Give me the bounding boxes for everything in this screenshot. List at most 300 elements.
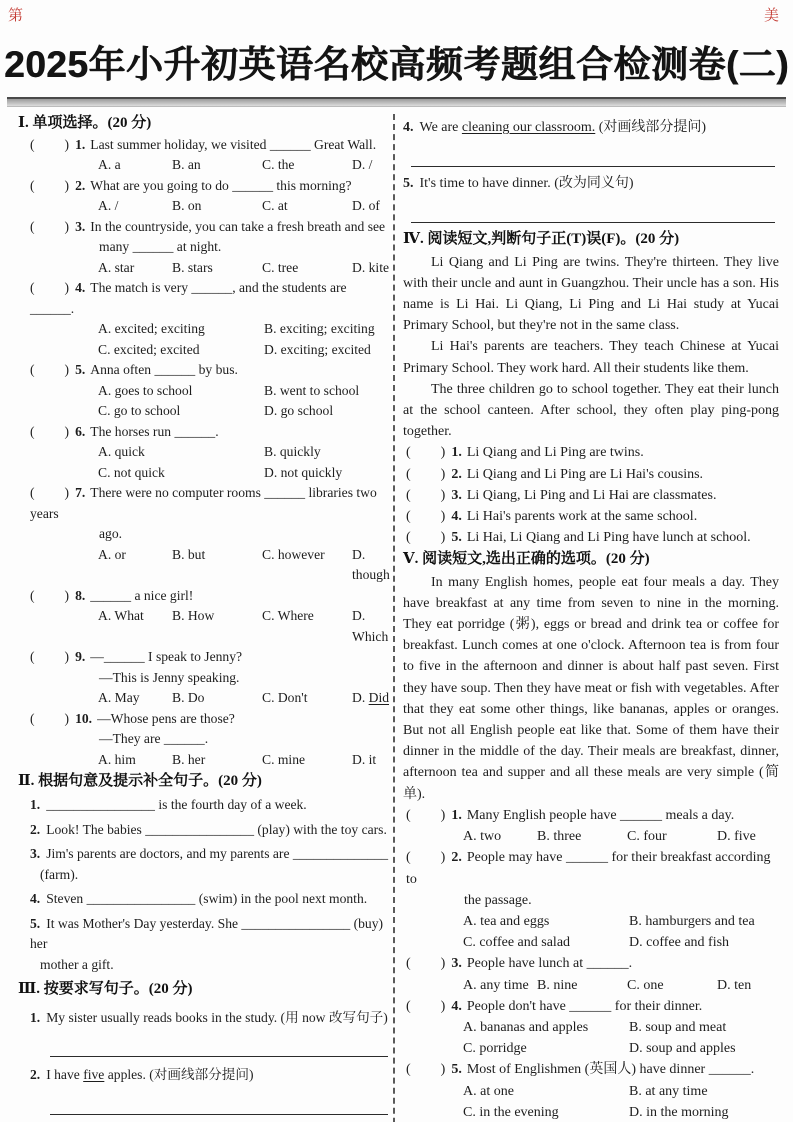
question <box>18 795 390 816</box>
text-run: B. but <box>172 546 206 562</box>
options-row <box>30 545 390 586</box>
text-run: A. goes to school <box>98 382 193 398</box>
bracket-close: ) <box>64 649 70 664</box>
left-column <box>18 112 390 1122</box>
text-run: C. not quick <box>98 464 165 480</box>
option <box>463 975 537 996</box>
title-rule <box>7 97 786 107</box>
option <box>172 258 262 279</box>
question <box>18 914 390 976</box>
text-run: A. two <box>463 829 502 845</box>
bracket-close: ) <box>440 509 446 525</box>
question-stem <box>46 1067 253 1082</box>
passage-paragraph <box>403 336 779 378</box>
text-run: Li Hai's parents are teachers. They teach Chinese at Yucai Primary School. They work hard. All their students like them. <box>403 339 779 376</box>
text-run: —______ I speak to Jenny? <box>90 649 243 664</box>
section-heading <box>403 549 779 570</box>
bracket-close: ) <box>440 956 446 972</box>
bracket-close: ) <box>64 280 70 295</box>
underlined-text: cleaning our classroom. <box>461 120 596 135</box>
question-line <box>30 709 390 730</box>
option <box>352 606 390 647</box>
bracket-close: ) <box>64 136 70 152</box>
question-line <box>406 996 779 1017</box>
question-number: 6. <box>75 423 86 439</box>
bracket-open: ( <box>30 280 35 295</box>
question <box>18 217 390 279</box>
underlined-text: Did <box>368 690 390 705</box>
question-line <box>403 117 779 138</box>
question <box>18 586 390 648</box>
question-number: 5. <box>30 915 41 931</box>
option <box>627 975 717 996</box>
corner-mark-left: 第 <box>8 8 24 24</box>
question-stem <box>90 649 242 664</box>
text-run: B. quickly <box>264 444 321 459</box>
question-number: 1. <box>451 807 462 823</box>
question-line <box>406 953 779 974</box>
text-run: A. a <box>98 157 121 172</box>
question <box>403 996 779 1060</box>
question-line <box>30 237 390 258</box>
text-run: Li Qiang, Li Ping and Li Hai are classmates. <box>466 487 717 503</box>
text-run: B. hamburgers and tea <box>629 913 755 929</box>
bracket-close: ) <box>440 807 446 823</box>
option <box>264 340 390 361</box>
option <box>98 545 172 586</box>
question-line <box>406 485 779 506</box>
option <box>463 911 629 932</box>
option <box>537 975 627 996</box>
option <box>262 545 352 586</box>
text-run: Ⅴ. 阅读短文,选出正确的选项。(20 分) <box>403 551 650 568</box>
corner-mark-right: 美 <box>763 8 779 24</box>
question-number: 4. <box>403 120 414 135</box>
option <box>172 196 262 217</box>
text-run: A. at one <box>463 1083 514 1099</box>
text-run: People may have ______ for their breakfast according to <box>406 850 771 887</box>
option <box>537 826 627 847</box>
text-run: C. the <box>262 157 295 172</box>
bracket-open: ( <box>30 362 35 377</box>
text-run: Li Hai, Li Qiang and Li Ping have lunch at school. <box>466 530 751 546</box>
option <box>352 258 390 279</box>
question-line <box>30 586 390 607</box>
option <box>352 545 390 586</box>
section-heading <box>403 229 779 250</box>
question-line <box>30 889 390 910</box>
bracket-open: ( <box>30 649 35 664</box>
question-number: 5. <box>451 1062 462 1078</box>
options-row <box>406 1017 779 1059</box>
text-run: Li Qiang and Li Ping are twins. They're thirteen. They live with their uncle and aunt in Guangzhou. Their uncle has a son. His name is Li Hai. Li Qiang, Li Ping and Li Hai study at Yucai Primary School, but they're not in the same class. <box>403 254 779 334</box>
text-run: D. though <box>352 546 390 582</box>
question <box>18 483 390 586</box>
question <box>18 647 390 709</box>
question-number: 1. <box>30 1009 41 1025</box>
question-line <box>30 176 390 197</box>
option <box>98 258 172 279</box>
question-line <box>30 483 390 524</box>
section-heading <box>18 771 390 792</box>
options-row <box>30 381 390 422</box>
option <box>172 688 262 709</box>
text-run: B. Do <box>172 690 205 705</box>
question-line <box>30 647 390 668</box>
text-run: ________________ is the fourth day of a week. <box>46 797 307 812</box>
question-stem <box>46 1010 388 1025</box>
option <box>629 932 779 953</box>
question-line <box>30 360 390 381</box>
text-run: D. five <box>717 829 756 845</box>
question <box>18 820 390 841</box>
text-run: What are you going to do ______ this morning? <box>90 177 352 193</box>
question-line <box>30 524 390 545</box>
page-title: 2025年小升初英语名校高频考题组合检测卷(二) <box>4 44 789 85</box>
text-run: D. in the morning <box>629 1104 729 1120</box>
question <box>18 1008 390 1058</box>
question <box>18 889 390 910</box>
text-run: C. however <box>262 546 325 562</box>
question-line <box>406 442 779 463</box>
question-number: 1. <box>451 445 462 461</box>
content-columns <box>0 107 793 1122</box>
bracket-open: ( <box>406 1062 411 1078</box>
text-run: B. at any time <box>629 1083 708 1099</box>
question <box>403 464 779 485</box>
answer-line <box>411 164 775 167</box>
bracket-open: ( <box>406 445 411 461</box>
question-number: 1. <box>30 797 41 812</box>
text-run: Anna often ______ by bus. <box>90 362 238 377</box>
question <box>18 176 390 217</box>
text-run: Jim's parents are doctors, and my parents are ______________ <box>46 846 389 861</box>
text-run: B. stars <box>172 259 213 275</box>
option <box>98 319 264 340</box>
bracket-open: ( <box>406 466 411 482</box>
question-line <box>30 1065 390 1086</box>
question <box>403 506 779 527</box>
question-stem <box>90 424 218 439</box>
text-run: apples. (对画线部分提问) <box>104 1067 254 1082</box>
text-run: D. coffee and fish <box>629 935 730 951</box>
option <box>629 911 779 932</box>
option <box>172 606 262 647</box>
question-line <box>30 1008 390 1029</box>
text-run: Last summer holiday, we visited ______ Great Wall. <box>90 136 377 152</box>
question-number: 4. <box>30 891 41 906</box>
option <box>262 258 352 279</box>
options-row <box>30 750 390 771</box>
text-run: D. kite <box>352 259 389 275</box>
bracket-close: ) <box>64 485 70 500</box>
text-run: A. bananas and apples <box>463 1019 589 1035</box>
question <box>18 844 390 885</box>
text-run: C. porridge <box>463 1041 527 1057</box>
bracket-open: ( <box>30 485 35 500</box>
text-run: The match is very ______, and the students are ______. <box>30 280 347 316</box>
text-run: D. soup and apples <box>629 1041 736 1057</box>
option <box>352 155 390 176</box>
question <box>403 1059 779 1122</box>
text-run: —Whose pens are those? <box>97 710 235 726</box>
bracket-close: ) <box>440 530 446 546</box>
option <box>98 463 264 484</box>
text-run: C. in the evening <box>463 1104 559 1120</box>
text-run: —This is Jenny speaking. <box>99 669 240 685</box>
text-run: Steven ________________ (swim) in the pool next month. <box>46 891 368 906</box>
options-row <box>406 826 779 847</box>
question <box>18 278 390 360</box>
bracket-open: ( <box>406 998 411 1014</box>
question-line <box>30 844 390 865</box>
bracket-open: ( <box>30 177 35 193</box>
text-run: many ______ at night. <box>99 239 222 254</box>
text-run: In the countryside, you can take a fresh breath and see <box>90 218 386 234</box>
question-number: 5. <box>75 362 86 377</box>
text-run: My sister usually reads books in the study. (用 now 改写句子) <box>46 1009 388 1025</box>
option <box>352 750 390 771</box>
options-row <box>30 319 390 360</box>
options-row <box>30 258 390 279</box>
question <box>18 135 390 176</box>
question-line <box>30 668 390 689</box>
bracket-close: ) <box>440 487 446 503</box>
text-run: A. star <box>98 259 135 275</box>
question-line <box>30 955 390 976</box>
text-run: D. it <box>352 751 377 767</box>
answer-line <box>411 220 775 223</box>
text-run: B. her <box>172 751 206 767</box>
question-stem <box>30 916 383 952</box>
question-number: 2. <box>30 821 41 837</box>
option <box>98 401 264 422</box>
question-stem <box>467 956 632 971</box>
text-run: B. nine <box>537 977 578 993</box>
answer-line <box>50 1054 388 1057</box>
text-run: Most of Englishmen (英国人) have dinner ______. <box>466 1062 755 1078</box>
text-run: It was Mother's Day yesterday. She ________________ (buy) her <box>30 915 384 951</box>
option <box>172 545 262 586</box>
option <box>262 750 352 771</box>
text-run: The three children go to school together. They eat their lunch at the school canteen. After school, they often play ping-pong together. <box>403 381 779 440</box>
question-number: 9. <box>75 649 86 664</box>
bracket-close: ) <box>64 710 70 726</box>
bracket-open: ( <box>30 587 35 603</box>
question-line <box>406 506 779 527</box>
options-row <box>406 911 779 953</box>
question-stem <box>46 822 387 837</box>
question-number: 4. <box>451 998 462 1014</box>
bracket-open: ( <box>406 509 411 525</box>
options-row <box>406 975 779 996</box>
text-run: C. four <box>627 829 667 845</box>
question-line <box>406 1059 779 1080</box>
question-number: 2. <box>451 850 462 866</box>
text-run: —They are ______. <box>99 731 209 746</box>
text-run: A. excited; exciting <box>98 321 205 336</box>
text-run: Ⅰ. 单项选择。(20 分) <box>18 115 152 131</box>
option <box>264 381 390 402</box>
text-run: The horses run ______. <box>90 423 219 439</box>
text-run: D. / <box>352 157 373 172</box>
underlined-text: five <box>83 1067 105 1082</box>
bracket-open: ( <box>406 850 411 866</box>
option <box>264 463 390 484</box>
text-run: Ⅲ. 按要求写句子。(20 分) <box>18 981 193 997</box>
question-number: 4. <box>75 280 86 295</box>
option <box>264 442 390 463</box>
bracket-close: ) <box>64 587 70 603</box>
text-run: C. tree <box>262 259 299 275</box>
text-run: Li Qiang and Li Ping are Li Hai's cousins. <box>466 466 704 482</box>
question-line <box>406 847 779 889</box>
passage-paragraph <box>403 252 779 337</box>
question-line <box>406 464 779 485</box>
text-run: mother a gift. <box>40 956 114 972</box>
options-row <box>406 1081 779 1122</box>
question <box>403 117 779 167</box>
question <box>403 442 779 463</box>
question-stem <box>90 178 351 193</box>
option <box>262 606 352 647</box>
option <box>98 381 264 402</box>
option <box>262 155 352 176</box>
question-stem <box>90 588 193 603</box>
option <box>352 196 390 217</box>
bracket-open: ( <box>30 710 35 726</box>
question-number: 1. <box>75 136 86 152</box>
options-row <box>30 688 390 709</box>
text-run: Many English people have ______ meals a day. <box>466 807 735 823</box>
question <box>403 847 779 953</box>
passage-paragraph <box>403 572 779 805</box>
question-number: 2. <box>451 466 462 482</box>
text-run: D. exciting; excited <box>264 341 371 357</box>
question-stem <box>90 137 376 152</box>
question-stem <box>467 467 703 482</box>
question <box>403 805 779 847</box>
question-line <box>30 795 390 816</box>
text-run: D. of <box>352 198 380 213</box>
option <box>627 826 717 847</box>
question <box>18 360 390 422</box>
option <box>264 401 390 422</box>
question-stem <box>467 1062 754 1077</box>
question-number: 10. <box>75 710 93 726</box>
bracket-close: ) <box>440 998 446 1014</box>
question-number: 8. <box>75 587 86 603</box>
text-run: B. on <box>172 198 202 213</box>
question-number: 7. <box>75 485 86 500</box>
bracket-open: ( <box>30 218 35 234</box>
question-line <box>406 805 779 826</box>
text-run: D. ten <box>717 977 752 993</box>
text-run: C. mine <box>262 751 306 767</box>
text-run: Li Qiang and Li Ping are twins. <box>466 445 644 461</box>
text-run: There were no computer rooms ______ libraries two years <box>30 485 377 521</box>
question-stem <box>467 999 702 1014</box>
option <box>98 750 172 771</box>
option <box>717 975 779 996</box>
text-run: D. Which <box>352 608 389 644</box>
option <box>98 606 172 647</box>
text-run: (对画线部分提问) <box>595 120 707 135</box>
bracket-close: ) <box>64 218 70 234</box>
options-row <box>30 442 390 483</box>
bracket-close: ) <box>64 177 70 193</box>
text-run: C. at <box>262 198 288 213</box>
question-number: 3. <box>451 956 462 972</box>
question-line <box>30 914 390 955</box>
text-run: C. excited; excited <box>98 341 200 357</box>
question <box>403 485 779 506</box>
text-run: D. <box>352 690 369 705</box>
bracket-close: ) <box>64 423 70 439</box>
text-run: B. three <box>537 829 582 845</box>
question-number: 3. <box>75 218 86 234</box>
passage-paragraph <box>403 379 779 443</box>
text-run: A. / <box>98 198 119 213</box>
bracket-close: ) <box>440 445 446 461</box>
bracket-open: ( <box>30 136 35 152</box>
bracket-open: ( <box>30 423 35 439</box>
question-line <box>30 278 390 319</box>
option <box>172 750 262 771</box>
text-run: Li Hai's parents work at the same school. <box>466 509 698 525</box>
section-heading <box>18 979 390 1000</box>
question-stem <box>467 445 644 460</box>
text-run: A. any time <box>463 977 529 993</box>
text-run: A. or <box>98 546 126 562</box>
question-stem <box>467 509 697 524</box>
bracket-close: ) <box>440 466 446 482</box>
options-row <box>30 196 390 217</box>
question-line <box>403 173 779 194</box>
question-number: 5. <box>451 530 462 546</box>
question <box>403 173 779 223</box>
question-line <box>30 135 390 156</box>
option <box>629 1081 779 1102</box>
option <box>463 932 629 953</box>
option <box>629 1017 779 1038</box>
text-run: C. Don't <box>262 690 308 705</box>
option <box>717 826 779 847</box>
question <box>403 953 779 995</box>
question-stem <box>90 219 385 234</box>
question-stem <box>420 120 707 135</box>
question-number: 4. <box>451 509 462 525</box>
option <box>463 826 537 847</box>
option <box>98 155 172 176</box>
question-number: 3. <box>451 487 462 503</box>
text-run: Ⅳ. 阅读短文,判断句子正(T)误(F)。(20 分) <box>403 231 680 248</box>
question-stem <box>97 711 235 726</box>
text-run: C. one <box>627 977 664 993</box>
question-stem <box>467 530 751 545</box>
text-run: People don't have ______ for their dinner. <box>466 998 703 1014</box>
text-run: B. soup and meat <box>629 1019 727 1035</box>
right-column <box>403 112 781 1122</box>
text-run: A. May <box>98 690 140 705</box>
question-stem <box>46 797 307 812</box>
option <box>629 1038 779 1059</box>
options-row <box>30 155 390 176</box>
option <box>463 1017 629 1038</box>
question-line <box>30 865 390 886</box>
bracket-close: ) <box>440 1062 446 1078</box>
question-stem <box>46 846 388 861</box>
